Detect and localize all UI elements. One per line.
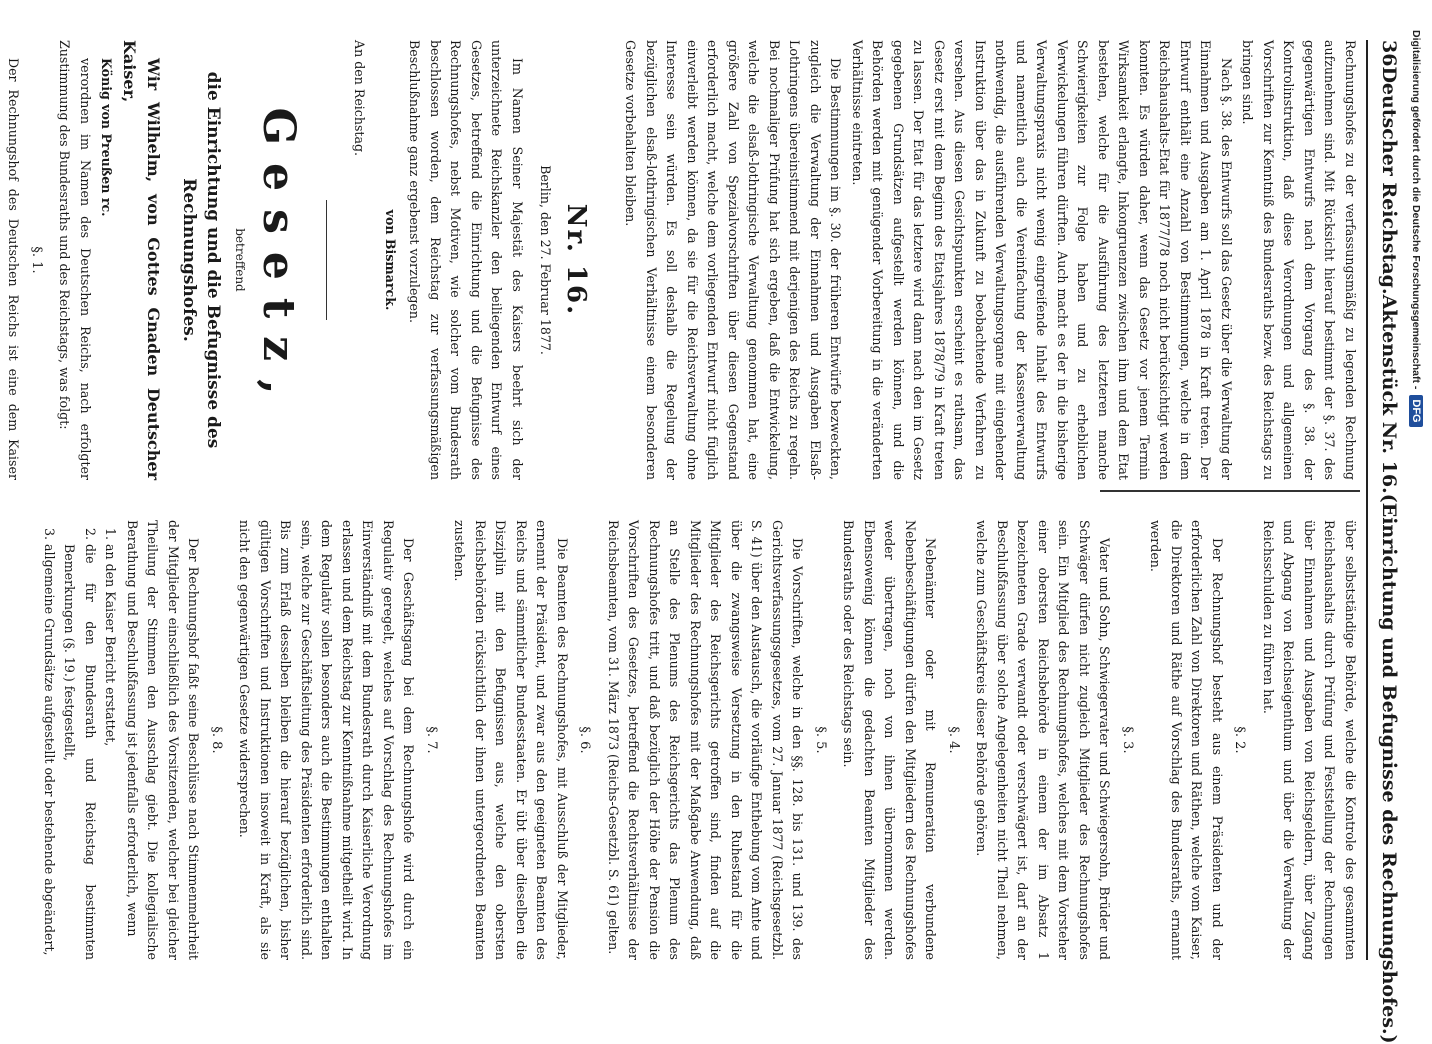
section-text: Vater und Sohn, Schwiegervater und Schwiegersohn, Brüder und Schwäger dürfen nicht zugleich Mitglieder des Rechnungshofes sein. Ein Mitglied des Rechnungshofes, welches mit dem Vorsteher einer obersten Reichsbehörde in einem der im Absatz 1 bezeichneten Grade verwandt oder verschwägert ist, darf an der Beschlußfassung über solche Angelegenheiten nicht Theil nehmen, welche zum Geschäftskreis dieser Behörde gehören.: [974, 520, 1113, 960]
section-text: Die Vorschriften, welche in den §§. 128. bis 131. und 139. des Gerichtsverfassungsgesetzes, vom 27. Januar 1877 (Reichsgesetzbl. S. 41) über den Austausch, die vorläufige Enthebung vom Amte und über die zwangsweise Versetzung in den Ruhestand für die Mitglieder des Reichsgerichts getroffen sind, finden auf die Mitglieder des Rechnungshofes mit der Maßgabe Anwendung, daß an Stelle des Plenums des Reichsgerichts das Plenum des Rechnungshofes tritt, und daß bezüglich der Höhe der Pension die Vorschriften des Gesetzes, betreffend die Rechtsverhältnisse der Reichsbeamten, vom 31. März 1873 (Reichs-Gesetzbl. S. 61) gelten.: [606, 520, 806, 960]
digitization-stamp: [1405, 30, 1427, 970]
paragraph: Rechnungshofes zu der verfassungsmäßig zu legenden Rechnung aufzunehmen sind. Mit Rücksicht hierauf bestimmt der §. 37. des gegenwärtigen Entwurfs nach dem Vorgang des §. 38. der Kontrolinstruktion, daß diese Verordnungen und allgemeinen Vorschriften zur Kenntniß des Bundesraths bezw. des Reichstags zu bringen sind.: [1240, 40, 1358, 480]
dateline: Berlin, den 27. Februar 1877.: [538, 165, 554, 355]
section-heading: §. 3.: [1120, 726, 1135, 754]
section-text: Der Rechnungshof faßt seine Beschlüsse nach Stimmenmehrheit der Mitglieder einschließlich des Vorsitzenden, welcher bei gleicher Theilung der Stimmen den Ausschlag giebt. Die kollegialische Berathung und Beschlußfassung ist jedenfalls erforderlich, wenn: [125, 520, 202, 960]
right-column: [42, 520, 1360, 960]
transmittal-text: Im Namen Seiner Majestät des Kaisers beehrt sich der unterzeichnete Reichskanzler den beiliegenden Entwurf eines Gesetzes, betreffend die Einrichtung und die Befugnisse des Rechnungshofes, nebst Motiven, wie solcher vom Bundesrath beschlossen worden, dem Reichstag zur verfassungsmäßigen Beschlußnahme ganz ergebenst vorzulegen.: [407, 40, 525, 480]
section-text: Der Geschäftsgang bei dem Rechnungshofe wird durch ein Regulativ geregelt, welches auf Vorschlag des Rechnungshofes im Einverständniß mit dem Bundesrath durch Kaiserliche Verordnung erlassen und dem Reichstag zur Kenntnißnahme mitgetheilt wird. In dem Regulativ sollen besonders auch die Bestimmungen enthalten sein, welche zur Geschäftsleitung des Präsidenten erforderlich sind. Bis zum Erlaß desselben bleiben die hierauf bezüglichen, bisher gültigen Vorschriften und Instruktionen insoweit in Kraft, als sie nicht den gegenwärtigen Gesetze widersprechen.: [237, 520, 417, 960]
section-heading: §. 1.: [29, 246, 44, 274]
enacting-formula: Wir Wilhelm, von Gottes Gnaden Deutscher Kaiser,: [120, 40, 164, 480]
paragraph: Nach §. 38. des Entwurfs soll das Gesetz über die Verwaltung der Einnahmen und Ausgaben am 1. April 1878 in Kraft treten. Der Entwurf enthält eine Anzahl von Bestimmungen, welche in dem Reichshaushalts-Etat für 1877/78 noch nicht berücksichtigt werden konnten. Es würden daher, wenn das Gesetz vor jenem Termin Wirksamkeit erlangte, Inkongruenzen zwischen ihm und dem Etat bestehen, welche für die Ausführung des letzteren manche Schwierigkeiten zur Folge haben und zu erheblichen Verwickelungen führen dürften. Auch macht es der in die bisherige Verwaltungspraxis nicht wenig eingreifende Inhalt des Entwurfs und namentlich auch die Vereinfachung der Kassenverwaltung nothwendig, die ausführenden Verwaltungsorgane mit eingehender Instruktion über das in Zukunft zu beobachtende Verfahren zu versehen. Aus diesen Gesichtspunkten erscheint es rathsam, das Gesetz erst mit dem Beginn des Etatsjahres 1878/79 in Kraft treten zu lassen. Der Etat für das letztere wird dann nach den im Gesetz gegebenen Grundsätzen aufgestellt werden können, und die Behörden werden mit genügender Vorbereitung in die veränderten Verhältnisse eintreten.: [850, 40, 1234, 480]
law-betreffend: betreffend: [233, 228, 247, 292]
section-heading: §. 8.: [209, 726, 224, 754]
section-rule: [326, 200, 327, 320]
left-column: [6, 40, 1360, 480]
section-heading: §. 6.: [577, 726, 593, 754]
page-number: 36: [1378, 40, 1400, 67]
numbered-list: [39, 544, 121, 960]
paragraph: über selbstständige Behörde, welche die Kontrole des gesammten Reichshaushalts durch Prüfung und Feststellung der Rechnungen über Einnahmen und Ausgaben von Reichsgeldern, über Zugang und Abgang von Reichseigenthum und über die Verwaltung der Reichsschulden zu führen hat.: [1261, 520, 1358, 960]
section-text: Die Beamten des Rechnungshofes, mit Ausschluß der Mitglieder, ernennt der Präsident, und zwar aus den geeigneten Beamten des Reichs und sämmtlicher Bundesstaaten. Er übt über dieselben die Disziplin mit den Befugnissen aus, welche den obersten Reichsbehörden rücksichtlich der ihnen untergeordneten Beamten zustehen.: [452, 520, 570, 960]
signature: von Bismarck.: [383, 209, 398, 311]
section-heading: §. 7.: [424, 726, 439, 754]
header-topic: (Einrichtung und Befugnisse des Rechnungshofes.): [1378, 493, 1400, 1044]
page-header: [1366, 40, 1410, 1044]
document-page: [6, 0, 1418, 1044]
document-number: Aktenstück Nr. 16.: [1378, 294, 1400, 494]
doc-number-heading: Nr. 16.: [561, 203, 591, 317]
list-item: 2. die für den Bundesrath und Reichstag bestimmten Bemerkungen (§. 19.) festgestellt,: [59, 544, 100, 960]
dfg-logo: DFG: [1409, 395, 1423, 426]
addressee: An den Reichstag.: [352, 40, 368, 157]
publication-title: Deutscher Reichstag.: [1378, 66, 1400, 295]
law-title: Gesetz,: [253, 107, 304, 413]
law-subtitle: die Einrichtung und die Befugnisse des Rechnungshofes.: [179, 71, 224, 449]
enacting-title: König von Preußen rc.: [99, 58, 115, 217]
section-text: Der Rechnungshof besteht aus einem Präsidenten und der erforderlichen Zahl von Direktoren und Räthen, welche vom Kaiser, die Direktoren und Räthe auf Vorschlag des Bundesraths, ernannt werden.: [1148, 520, 1225, 960]
section-text: Der Rechnungshof des Deutschen Reichs ist eine dem Kaiser: [6, 58, 22, 480]
column-divider: [1100, 490, 1360, 492]
paragraph: Die Bestimmungen im §. 30. der früheren Entwürfe bezweckten, zugleich die Verwaltung der Einnahmen und Ausgaben Elsaß-Lothringens übereinstimmend mit derjenigen des Reichs zu regeln. Bei nochmaliger Prüfung hat sich ergeben, daß die Entwickelung, welche die elsaß-lothringische Verwaltung genommen hat, eine größere Zahl von Spezialvorschriften über diesen Gegenstand erforderlich macht, welche dem vorliegenden Entwurf nicht füglich einverleibt werden können, da sie für die Reichsverwaltung ohne Interesse sein würden. Es soll deshalb die Regelung der bezüglichen elsaß-lothringischen Verhältnisse einem besonderen Gesetze vorbehalten bleiben.: [623, 40, 844, 480]
section-text: Nebenämter oder mit Remuneration verbundene Nebenbeschäftigungen dürfen den Mitgliedern des Rechnungshofes weder übertragen, noch von ihnen übernommen werden. Ebensowenig können die gedachten Beamten Mitglieder des Bundesraths oder des Reichstags sein.: [841, 520, 939, 960]
list-item: 3. allgemeine Grundsätze aufgestellt oder bestehende abgeändert,: [39, 544, 60, 960]
list-item: 1. an den Kaiser Bericht erstattet,: [100, 544, 121, 960]
section-heading: §. 5.: [813, 726, 828, 754]
section-heading: §. 2.: [1232, 726, 1248, 754]
enacting-clause: verordnen im Namen des Deutschen Reichs, nach erfolgter Zustimmung des Bundesraths und des Reichstags, was folgt:: [57, 40, 93, 480]
stamp-text: Digitalisierung gefördert durch die Deutsche Forschungsgemeinschaft -: [1410, 30, 1422, 390]
section-heading: §. 4.: [946, 726, 961, 754]
